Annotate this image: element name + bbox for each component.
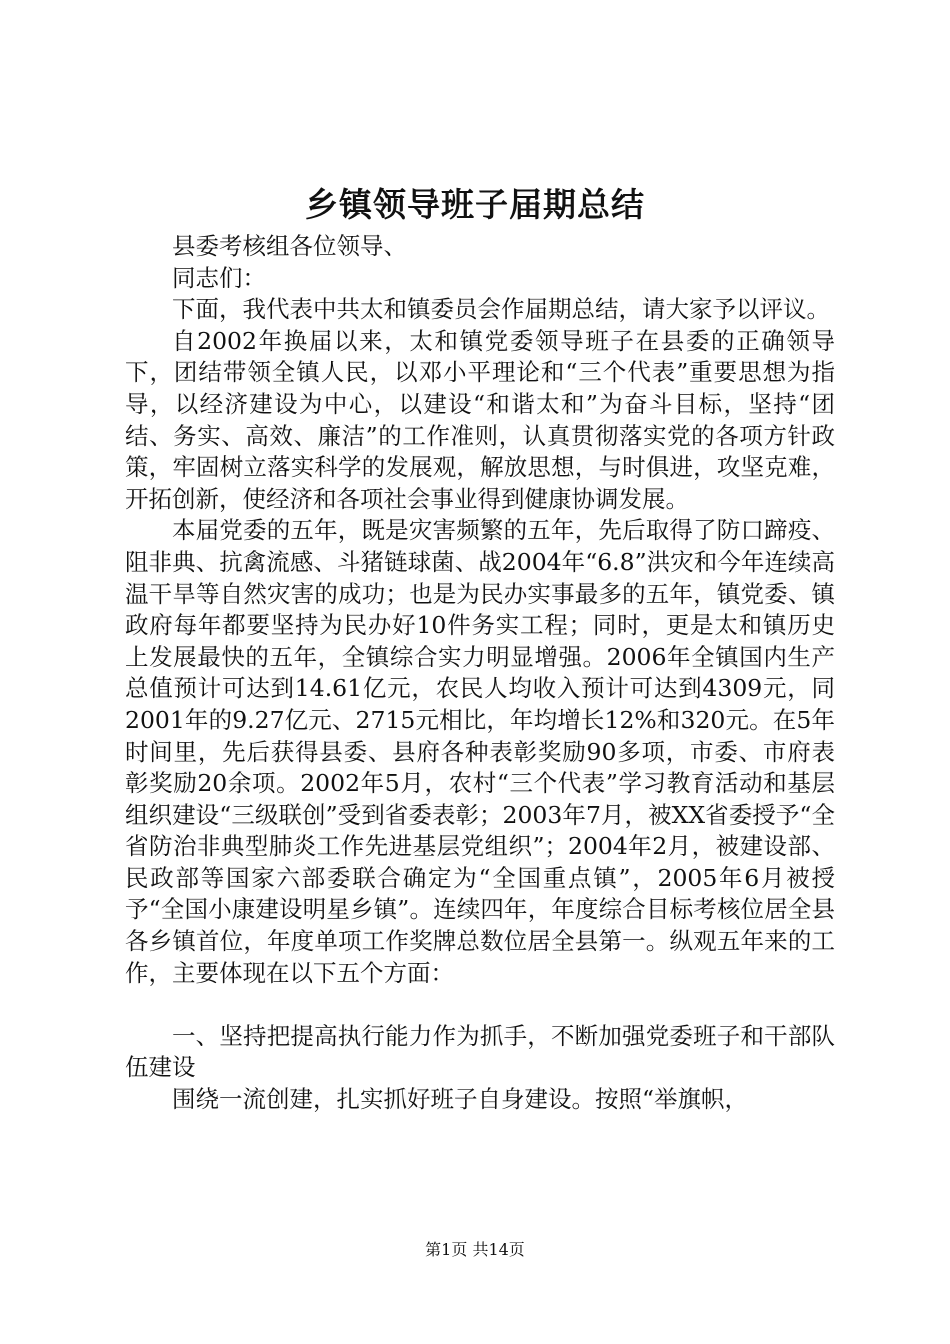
salutation-line-2: 同志们： — [172, 263, 266, 292]
intro-paragraph: 下面，我代表中共太和镇委员会作届期总结，请大家予以评议。 — [172, 295, 830, 324]
document-body — [125, 231, 835, 1116]
page-number-footer: 第1页 共14页 — [425, 1240, 525, 1259]
document-title: 乡镇领导班子届期总结 — [305, 185, 645, 224]
section-1-paragraph: 围绕一流创建，扎实抓好班子自身建设。按照“举旗帜， — [172, 1085, 749, 1114]
section-heading-1: 一、坚持把提高执行能力作为抓手，不断加强党委班子和干部队伍建设 — [125, 1021, 835, 1082]
achievements-paragraph: 本届党委的五年，既是灾害频繁的五年，先后取得了防口蹄疫、阻非典、抗禽流感、斗猪链球菌、战2004年“6.8”洪灾和今年连续高温干旱等自然灾害的成功；也是为民办实事最多的五年，镇党委、镇政府每年都要坚持为民办好10件务实工程；同时，更是太和镇历史上发展最快的五年，全镇综合实力明显增强。2006年全镇国内生产总值预计可达到14.61亿元，农民人均收入预计可达到4309元，同2001年的9.27亿元、2715元相比，年均增长12%和320元。在5年时间里，先后获得县委、县府各种表彰奖励90多项，市委、市府表彰奖励20余项。2002年5月，农村“三个代表”学习教育活动和基层组织建设“三级联创”受到省委表彰；2003年7月，被XX省委授予“全省防治非典型肺炎工作先进基层党组织”；2004年2月，被建设部、民政部等国家六部委联合确定为“全国重点镇”，2005年6月被授予“全国小康建设明星乡镇”。连续四年，年度综合目标考核位居全县各乡镇首位，年度单项工作奖牌总数位居全县第一。纵观五年来的工作，主要体现在以下五个方面： — [125, 516, 835, 987]
salutation-line-1: 县委考核组各位领导、 — [172, 232, 407, 260]
overview-paragraph: 自2002年换届以来，太和镇党委领导班子在县委的正确领导下，团结带领全镇人民，以邓小平理论和“三个代表”重要思想为指导，以经济建设为中心，以建设“和谐太和”为奋斗目标，坚持“团结、务实、高效、廉洁”的工作准则，认真贯彻落实党的各项方针政策，牢固树立落实科学的发展观，解放思想，与时俱进，攻坚克难，开拓创新，使经济和各项社会事业得到健康协调发展。 — [125, 326, 835, 513]
